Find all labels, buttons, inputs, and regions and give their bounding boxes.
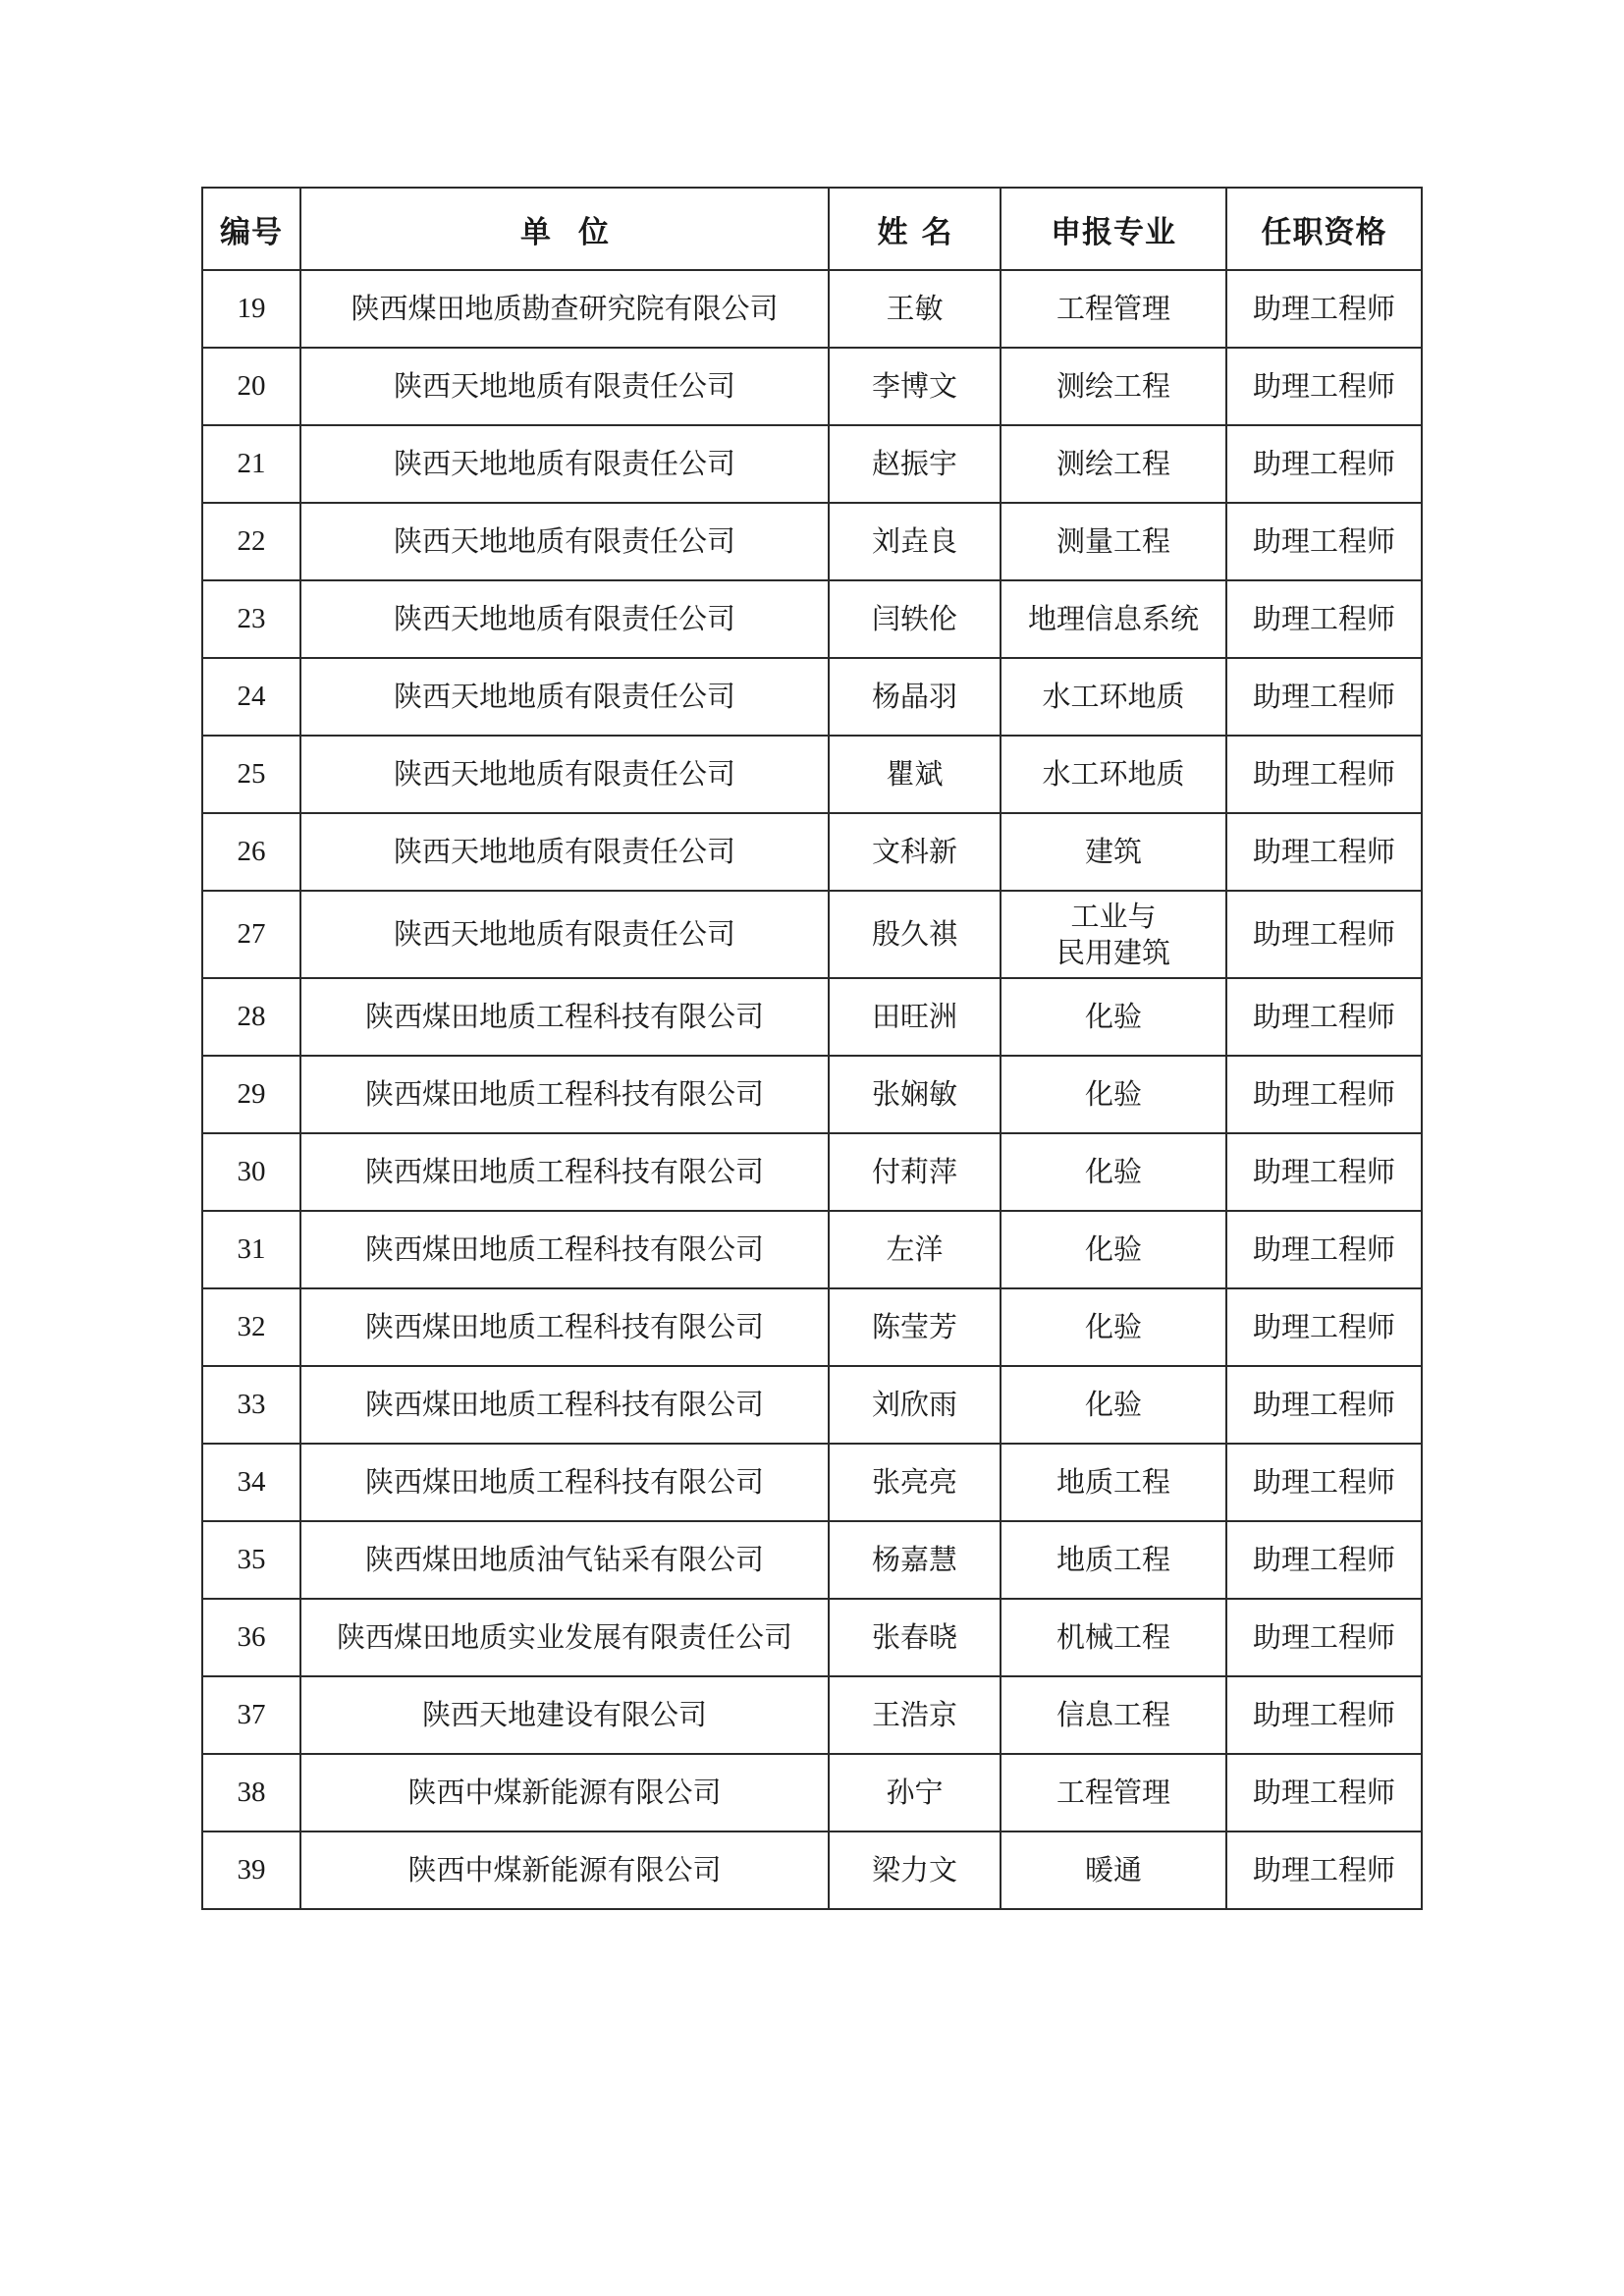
cell-qualification: 助理工程师 — [1226, 658, 1422, 736]
cell-qualification: 助理工程师 — [1226, 1366, 1422, 1444]
table-row — [202, 270, 1422, 348]
cell-name: 刘垚良 — [829, 503, 1001, 580]
table-row — [202, 1366, 1422, 1444]
cell-unit: 陕西天地地质有限责任公司 — [300, 425, 829, 503]
cell-unit: 陕西天地地质有限责任公司 — [300, 813, 829, 891]
cell-major: 地质工程 — [1001, 1521, 1226, 1599]
table-row — [202, 1133, 1422, 1211]
cell-qualification: 助理工程师 — [1226, 1521, 1422, 1599]
cell-no: 29 — [202, 1056, 300, 1133]
cell-major: 化验 — [1001, 1366, 1226, 1444]
table-row — [202, 1056, 1422, 1133]
cell-major: 化验 — [1001, 1211, 1226, 1288]
table-row — [202, 1211, 1422, 1288]
header-unit: 单位 — [300, 188, 829, 270]
table-row — [202, 1754, 1422, 1831]
cell-major: 测绘工程 — [1001, 348, 1226, 425]
header-name: 姓名 — [829, 188, 1001, 270]
table-row — [202, 1599, 1422, 1676]
table-row — [202, 736, 1422, 813]
cell-name: 杨晶羽 — [829, 658, 1001, 736]
cell-qualification: 助理工程师 — [1226, 1599, 1422, 1676]
cell-no: 21 — [202, 425, 300, 503]
table-row — [202, 658, 1422, 736]
cell-unit: 陕西煤田地质实业发展有限责任公司 — [300, 1599, 829, 1676]
cell-major-line1: 工业与 — [1070, 900, 1157, 934]
cell-no: 23 — [202, 580, 300, 658]
cell-name: 陈莹芳 — [829, 1288, 1001, 1366]
cell-name: 付莉萍 — [829, 1133, 1001, 1211]
cell-qualification: 助理工程师 — [1226, 891, 1422, 978]
cell-no: 37 — [202, 1676, 300, 1754]
cell-unit: 陕西煤田地质工程科技有限公司 — [300, 1444, 829, 1521]
cell-unit: 陕西天地地质有限责任公司 — [300, 348, 829, 425]
cell-no: 28 — [202, 978, 300, 1056]
header-qualification: 任职资格 — [1226, 188, 1422, 270]
cell-no: 30 — [202, 1133, 300, 1211]
cell-no: 33 — [202, 1366, 300, 1444]
cell-no: 20 — [202, 348, 300, 425]
cell-name: 瞿斌 — [829, 736, 1001, 813]
header-major: 申报专业 — [1001, 188, 1226, 270]
cell-no: 26 — [202, 813, 300, 891]
cell-name: 孙宁 — [829, 1754, 1001, 1831]
roster-sheet — [201, 187, 1421, 1910]
cell-name: 刘欣雨 — [829, 1366, 1001, 1444]
cell-no: 34 — [202, 1444, 300, 1521]
cell-unit: 陕西煤田地质工程科技有限公司 — [300, 1133, 829, 1211]
table-row — [202, 503, 1422, 580]
cell-major: 机械工程 — [1001, 1599, 1226, 1676]
cell-no: 38 — [202, 1754, 300, 1831]
cell-qualification: 助理工程师 — [1226, 425, 1422, 503]
cell-unit: 陕西天地地质有限责任公司 — [300, 580, 829, 658]
cell-qualification: 助理工程师 — [1226, 1288, 1422, 1366]
cell-no: 24 — [202, 658, 300, 736]
table-row — [202, 813, 1422, 891]
cell-name: 王浩京 — [829, 1676, 1001, 1754]
cell-qualification: 助理工程师 — [1226, 1056, 1422, 1133]
cell-qualification: 助理工程师 — [1226, 1831, 1422, 1909]
cell-no: 35 — [202, 1521, 300, 1599]
cell-unit: 陕西天地地质有限责任公司 — [300, 658, 829, 736]
cell-unit: 陕西煤田地质工程科技有限公司 — [300, 1366, 829, 1444]
cell-name: 左洋 — [829, 1211, 1001, 1288]
cell-qualification: 助理工程师 — [1226, 1211, 1422, 1288]
cell-qualification: 助理工程师 — [1226, 1754, 1422, 1831]
cell-no: 39 — [202, 1831, 300, 1909]
cell-unit: 陕西天地地质有限责任公司 — [300, 503, 829, 580]
cell-qualification: 助理工程师 — [1226, 580, 1422, 658]
cell-major: 测量工程 — [1001, 503, 1226, 580]
cell-major: 建筑 — [1001, 813, 1226, 891]
table-row — [202, 348, 1422, 425]
cell-unit: 陕西煤田地质工程科技有限公司 — [300, 1056, 829, 1133]
cell-unit: 陕西煤田地质工程科技有限公司 — [300, 1211, 829, 1288]
cell-major: 化验 — [1001, 1288, 1226, 1366]
cell-qualification: 助理工程师 — [1226, 1133, 1422, 1211]
cell-unit: 陕西天地地质有限责任公司 — [300, 736, 829, 813]
cell-major: 地质工程 — [1001, 1444, 1226, 1521]
cell-major: 化验 — [1001, 1056, 1226, 1133]
cell-name: 赵振宇 — [829, 425, 1001, 503]
cell-qualification: 助理工程师 — [1226, 1676, 1422, 1754]
cell-unit: 陕西中煤新能源有限公司 — [300, 1754, 829, 1831]
cell-major-line2: 民用建筑 — [1056, 935, 1170, 969]
cell-unit: 陕西煤田地质工程科技有限公司 — [300, 1288, 829, 1366]
cell-name: 王敏 — [829, 270, 1001, 348]
cell-name: 闫轶伦 — [829, 580, 1001, 658]
cell-name: 张春晓 — [829, 1599, 1001, 1676]
cell-major: 工程管理 — [1001, 270, 1226, 348]
cell-qualification: 助理工程师 — [1226, 348, 1422, 425]
cell-unit: 陕西煤田地质工程科技有限公司 — [300, 978, 829, 1056]
cell-qualification: 助理工程师 — [1226, 736, 1422, 813]
cell-major: 暖通 — [1001, 1831, 1226, 1909]
cell-name: 殷久祺 — [829, 891, 1001, 978]
table-row — [202, 425, 1422, 503]
cell-unit: 陕西天地地质有限责任公司 — [300, 891, 829, 978]
cell-qualification: 助理工程师 — [1226, 503, 1422, 580]
cell-no: 25 — [202, 736, 300, 813]
cell-no: 36 — [202, 1599, 300, 1676]
cell-qualification: 助理工程师 — [1226, 813, 1422, 891]
table-row — [202, 1831, 1422, 1909]
cell-name: 文科新 — [829, 813, 1001, 891]
cell-qualification: 助理工程师 — [1226, 270, 1422, 348]
cell-major — [1001, 891, 1226, 978]
cell-name: 田旺洲 — [829, 978, 1001, 1056]
table-row — [202, 1521, 1422, 1599]
cell-unit: 陕西天地建设有限公司 — [300, 1676, 829, 1754]
cell-major: 信息工程 — [1001, 1676, 1226, 1754]
header-no: 编号 — [202, 188, 300, 270]
cell-major: 地理信息系统 — [1001, 580, 1226, 658]
cell-unit: 陕西煤田地质油气钻采有限公司 — [300, 1521, 829, 1599]
cell-name: 梁力文 — [829, 1831, 1001, 1909]
cell-name: 李博文 — [829, 348, 1001, 425]
cell-no: 22 — [202, 503, 300, 580]
cell-no: 31 — [202, 1211, 300, 1288]
cell-major: 化验 — [1001, 1133, 1226, 1211]
cell-major: 水工环地质 — [1001, 658, 1226, 736]
table-row — [202, 1676, 1422, 1754]
table-row — [202, 978, 1422, 1056]
roster-table — [201, 187, 1423, 1910]
cell-no: 27 — [202, 891, 300, 978]
header-row — [202, 188, 1422, 270]
cell-unit: 陕西中煤新能源有限公司 — [300, 1831, 829, 1909]
cell-name: 张亮亮 — [829, 1444, 1001, 1521]
cell-major: 工程管理 — [1001, 1754, 1226, 1831]
cell-no: 32 — [202, 1288, 300, 1366]
cell-name: 杨嘉慧 — [829, 1521, 1001, 1599]
cell-major: 水工环地质 — [1001, 736, 1226, 813]
table-row — [202, 1288, 1422, 1366]
cell-unit: 陕西煤田地质勘查研究院有限公司 — [300, 270, 829, 348]
cell-no: 19 — [202, 270, 300, 348]
cell-qualification: 助理工程师 — [1226, 978, 1422, 1056]
table-row — [202, 580, 1422, 658]
table-row — [202, 891, 1422, 978]
cell-major: 测绘工程 — [1001, 425, 1226, 503]
cell-qualification: 助理工程师 — [1226, 1444, 1422, 1521]
table-row — [202, 1444, 1422, 1521]
cell-name: 张娴敏 — [829, 1056, 1001, 1133]
cell-major: 化验 — [1001, 978, 1226, 1056]
